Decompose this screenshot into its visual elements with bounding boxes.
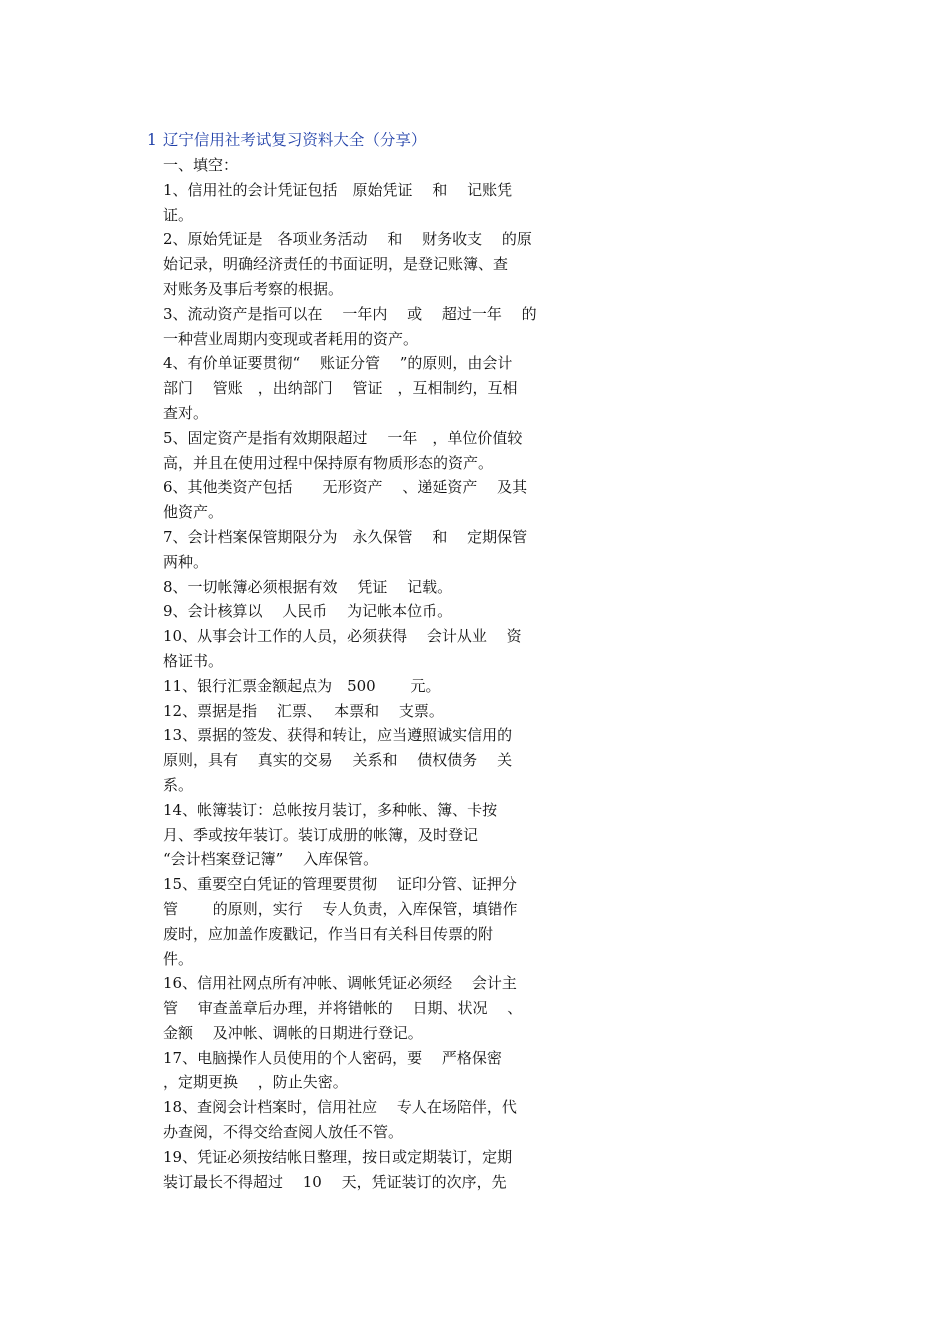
title-text: 辽宁信用社考试复习资料大全（分享） — [162, 131, 427, 149]
text-line: 系。 — [163, 775, 194, 794]
text-line: 一种营业周期内变现或者耗用的资产。 — [163, 329, 419, 348]
text-line: 6、其他类资产包括 无形资产 、递延资产 及其 — [163, 478, 528, 497]
text-line: 15、重要空白凭证的管理要贯彻 证印分管、证押分 — [163, 875, 517, 894]
text-line: 10、从事会计工作的人员，必须获得 会计从业 资 — [163, 627, 522, 646]
text-line: 办查阅，不得交给查阅人放任不管。 — [163, 1123, 404, 1142]
text-line: 格证书。 — [163, 651, 224, 670]
text-line: “会计档案登记簿” 入库保管。 — [163, 850, 379, 869]
text-line: 一、填空： — [163, 156, 239, 174]
text-line: 2、原始凭证是 各项业务活动 和 财务收支 的原 — [163, 230, 532, 249]
text-line: 12、票据是指 汇票、 本票和 支票。 — [163, 701, 444, 720]
text-line: 始记录，明确经济责任的书面证明，是登记账簿、查 — [163, 255, 509, 274]
text-line: 部门 管账 ，出纳部门 管证 ，互相制约，互相 — [163, 379, 518, 398]
text-line: 1、信用社的会计凭证包括 原始凭证 和 记账凭 — [163, 180, 513, 199]
text-line: 件。 — [163, 949, 194, 968]
text-line: 他资产。 — [163, 503, 224, 522]
text-line: 14、帐簿装订：总帐按月装订，多种帐、簿、卡按 — [163, 800, 498, 819]
text-line: 3、流动资产是指可以在 一年内 或 超过一年 的 — [163, 304, 537, 323]
document-title — [147, 129, 426, 151]
text-line: 9、会计核算以 人民币 为记帐本位币。 — [163, 602, 453, 621]
text-line: 管 审查盖章后办理，并将错帐的 日期、状况 、 — [163, 999, 523, 1018]
text-line: 两种。 — [163, 552, 209, 571]
title-number: 1 — [147, 131, 157, 149]
text-line: 废时，应加盖作废戳记，作当日有关科目传票的附 — [163, 924, 494, 943]
text-line: 证。 — [163, 205, 194, 224]
text-line: 金额 及冲帐、调帐的日期进行登记。 — [163, 1023, 423, 1042]
document-body — [163, 153, 563, 1194]
text-line: 对账务及事后考察的根据。 — [163, 279, 344, 298]
text-line: 19、凭证必须按结帐日整理，按日或定期装订，定期 — [163, 1147, 513, 1166]
text-line: 原则，具有 真实的交易 关系和 债权债务 关 — [163, 751, 513, 770]
text-line: 5、固定资产是指有效期限超过 一年 ，单位价值较 — [163, 428, 523, 447]
text-line: 7、会计档案保管期限分为 永久保管 和 定期保管 — [163, 527, 528, 546]
text-line: 13、票据的签发、获得和转让，应当遵照诚实信用的 — [163, 726, 513, 745]
text-line: 装订最长不得超过 10 天，凭证装订的次序，先 — [163, 1172, 507, 1191]
text-line: 17、电脑操作人员使用的个人密码，要 严格保密 — [163, 1048, 502, 1067]
text-line: 查对。 — [163, 403, 209, 422]
text-line: 18、查阅会计档案时，信用社应 专人在场陪伴，代 — [163, 1098, 517, 1117]
text-line: 高，并且在使用过程中保持原有物质形态的资产。 — [163, 453, 494, 472]
text-line: 4、有价单证要贯彻“ 账证分管 ”的原则，由会计 — [163, 354, 513, 373]
text-line: 管 的原则，实行 专人负责，入库保管，填错作 — [163, 899, 518, 918]
text-line: ，定期更换 ，防止失密。 — [163, 1073, 348, 1092]
text-line: 16、信用社网点所有冲帐、调帐凭证必须经 会计主 — [163, 974, 517, 993]
text-line: 8、一切帐簿必须根据有效 凭证 记载。 — [163, 577, 453, 596]
text-line: 月、季或按年装订。装订成册的帐簿，及时登记 — [163, 825, 479, 844]
text-line: 11、银行汇票金额起点为 500 元。 — [163, 676, 441, 695]
